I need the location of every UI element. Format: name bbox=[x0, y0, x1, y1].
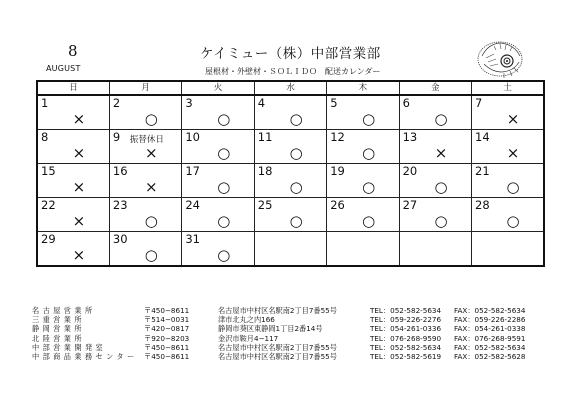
day-number: 16 bbox=[112, 164, 128, 178]
delivery-closed-mark: × bbox=[145, 178, 158, 196]
delivery-open-mark: ○ bbox=[362, 178, 376, 196]
delivery-closed-mark: × bbox=[72, 110, 86, 128]
page-title: ケイミュー（株）中部営業部 bbox=[200, 46, 381, 62]
calendar-week-row bbox=[37, 164, 544, 198]
office-name: 北陸営業所 bbox=[32, 333, 85, 343]
weekday-fri: 金 bbox=[399, 81, 471, 95]
office-name: 名古屋営業所 bbox=[32, 306, 96, 315]
calendar-day-cell bbox=[254, 164, 326, 198]
day-number: 9 bbox=[112, 130, 121, 144]
office-fax: FAX：076-268-9591 bbox=[454, 333, 526, 343]
calendar-day-cell bbox=[254, 95, 326, 130]
office-zip: 〒450−8611 bbox=[144, 306, 190, 315]
calendar-day-cell bbox=[109, 164, 181, 198]
calendar-day-cell bbox=[472, 164, 544, 198]
office-directory bbox=[32, 306, 552, 361]
day-number: 6 bbox=[402, 96, 410, 110]
day-number: 3 bbox=[185, 96, 193, 110]
calendar-week-row bbox=[37, 95, 544, 130]
office-address: 津市北丸之内166 bbox=[218, 315, 275, 325]
delivery-open-mark: ○ bbox=[289, 110, 303, 128]
calendar-day-cell bbox=[472, 198, 544, 232]
office-tel: TEL：052-582-5634 bbox=[370, 342, 442, 352]
office-fax: FAX：052-582-5634 bbox=[454, 342, 526, 352]
delivery-closed-mark: × bbox=[72, 212, 86, 230]
delivery-open-mark: ○ bbox=[434, 178, 448, 196]
calendar-day-cell bbox=[182, 95, 254, 130]
delivery-open-mark: ○ bbox=[289, 212, 303, 230]
office-fax: FAX：054-261-0338 bbox=[454, 324, 526, 334]
office-address: 静岡市葵区東静岡1丁目2番14号 bbox=[218, 324, 323, 334]
calendar-day-cell bbox=[37, 198, 109, 232]
calendar-empty-cell bbox=[327, 232, 399, 267]
delivery-open-mark: ○ bbox=[289, 144, 303, 162]
day-number: 14 bbox=[475, 130, 490, 144]
delivery-open-mark: ○ bbox=[217, 144, 231, 162]
day-number: 22 bbox=[41, 198, 56, 212]
calendar-day-cell bbox=[327, 130, 399, 164]
calendar-day-cell bbox=[399, 164, 471, 198]
calendar-day-cell bbox=[182, 164, 254, 198]
day-number: 30 bbox=[112, 232, 128, 246]
day-number: 10 bbox=[185, 130, 200, 144]
office-name: 中部営業開発室 bbox=[32, 342, 107, 352]
office-tel: TEL：076-268-9590 bbox=[370, 333, 442, 343]
calendar-week-row bbox=[37, 232, 544, 267]
office-address: 金沢市鞍月4−117 bbox=[218, 333, 279, 343]
delivery-closed-mark: × bbox=[72, 246, 86, 264]
delivery-open-mark: ○ bbox=[217, 178, 231, 196]
calendar-day-cell bbox=[254, 198, 326, 232]
office-row bbox=[32, 343, 552, 352]
day-number: 8 bbox=[41, 130, 49, 144]
weekday-mon: 月 bbox=[109, 81, 181, 95]
calendar-day-cell bbox=[182, 130, 254, 164]
weekday-sun: 日 bbox=[37, 81, 109, 95]
calendar-day-cell bbox=[37, 232, 109, 267]
calendar-week-row bbox=[37, 130, 544, 164]
delivery-closed-mark: × bbox=[506, 110, 520, 128]
day-number: 15 bbox=[41, 164, 56, 178]
delivery-open-mark: ○ bbox=[362, 144, 376, 162]
office-zip: 〒514−0031 bbox=[144, 315, 190, 325]
office-zip: 〒420−0817 bbox=[144, 324, 190, 334]
weekday-wed: 水 bbox=[254, 81, 326, 95]
calendar-day-cell bbox=[182, 232, 254, 267]
delivery-open-mark: ○ bbox=[362, 212, 376, 230]
calendar-day-cell bbox=[399, 95, 471, 130]
day-number: 2 bbox=[112, 96, 121, 110]
delivery-open-mark: ○ bbox=[289, 178, 303, 196]
day-number: 24 bbox=[185, 198, 200, 212]
delivery-calendar bbox=[36, 80, 545, 267]
month-name: AUGUST bbox=[46, 64, 81, 73]
office-address: 名古屋市中村区名駅南2丁目7番55号 bbox=[218, 351, 337, 361]
day-number: 5 bbox=[330, 96, 338, 110]
day-number: 29 bbox=[41, 232, 56, 246]
office-row bbox=[32, 315, 552, 324]
office-name: 中部商品業務センター bbox=[32, 351, 138, 361]
day-number: 19 bbox=[330, 164, 345, 178]
delivery-open-mark: ○ bbox=[144, 110, 158, 128]
day-number: 31 bbox=[185, 232, 200, 246]
calendar-day-cell bbox=[182, 198, 254, 232]
day-number: 26 bbox=[330, 198, 345, 212]
calendar-empty-cell bbox=[472, 232, 544, 267]
calendar-day-cell bbox=[472, 95, 544, 130]
delivery-open-mark: ○ bbox=[217, 246, 231, 264]
delivery-closed-mark: × bbox=[506, 144, 520, 162]
calendar-day-cell bbox=[37, 164, 109, 198]
calendar-day-cell bbox=[327, 95, 399, 130]
calendar-day-cell bbox=[109, 232, 181, 267]
calendar-day-cell bbox=[254, 130, 326, 164]
office-zip: 〒450−8611 bbox=[144, 351, 190, 361]
day-note: 振替休日 bbox=[129, 135, 164, 145]
office-tel: TEL：059-226-2276 bbox=[370, 315, 442, 325]
calendar-day-cell bbox=[37, 95, 109, 130]
calendar-day-cell bbox=[399, 130, 471, 164]
office-tel: TEL：052-582-5619 bbox=[370, 351, 442, 361]
delivery-open-mark: ○ bbox=[144, 212, 158, 230]
calendar-day-cell bbox=[327, 164, 399, 198]
page-subtitle: 屋根材・外壁材・ＳＯＬＩＤＯ 配送カレンダー bbox=[205, 67, 381, 76]
day-number: 11 bbox=[257, 130, 273, 144]
office-row bbox=[32, 334, 552, 343]
delivery-closed-mark: × bbox=[72, 178, 86, 196]
day-number: 18 bbox=[257, 164, 273, 178]
delivery-open-mark: ○ bbox=[217, 110, 231, 128]
delivery-open-mark: ○ bbox=[217, 212, 231, 230]
office-fax: FAX：052-582-5634 bbox=[454, 306, 526, 315]
office-address: 名古屋市中村区名駅南2丁目7番55号 bbox=[218, 306, 337, 315]
delivery-closed-mark: × bbox=[434, 144, 448, 162]
office-fax: FAX：059-226-2286 bbox=[454, 315, 526, 325]
day-number: 25 bbox=[257, 198, 273, 212]
calendar-day-cell bbox=[37, 130, 109, 164]
weekday-tue: 火 bbox=[182, 81, 254, 95]
office-tel: TEL：054-261-0336 bbox=[370, 324, 442, 334]
office-zip: 〒450−8611 bbox=[144, 342, 190, 352]
office-fax: FAX：052-582-5628 bbox=[454, 351, 526, 361]
calendar-empty-cell bbox=[254, 232, 326, 267]
calendar-day-cell bbox=[399, 198, 471, 232]
month-number: 8 bbox=[68, 42, 78, 60]
calendar-day-cell bbox=[109, 130, 181, 164]
calendar-empty-cell bbox=[399, 232, 471, 267]
delivery-open-mark: ○ bbox=[434, 110, 448, 128]
office-tel: TEL：052-582-5634 bbox=[370, 306, 442, 315]
office-name: 静岡営業所 bbox=[32, 324, 85, 334]
day-number: 7 bbox=[475, 96, 483, 110]
delivery-open-mark: ○ bbox=[362, 110, 376, 128]
day-number: 20 bbox=[402, 164, 418, 178]
delivery-open-mark: ○ bbox=[144, 246, 158, 264]
company-logo-icon bbox=[474, 34, 526, 82]
day-number: 28 bbox=[475, 198, 490, 212]
day-number: 4 bbox=[257, 96, 266, 110]
delivery-closed-mark: × bbox=[145, 144, 158, 162]
office-name: 三重営業所 bbox=[32, 315, 85, 325]
weekday-header-row bbox=[37, 81, 544, 95]
calendar-day-cell bbox=[109, 95, 181, 130]
day-number: 1 bbox=[41, 96, 49, 110]
office-row bbox=[32, 306, 552, 315]
office-address: 名古屋市中村区名駅南2丁目7番55号 bbox=[218, 342, 337, 352]
office-zip: 〒920−8203 bbox=[144, 333, 190, 343]
day-number: 13 bbox=[402, 130, 418, 144]
day-number: 17 bbox=[185, 164, 200, 178]
delivery-closed-mark: × bbox=[72, 144, 86, 162]
weekday-thu: 木 bbox=[327, 81, 399, 95]
calendar-day-cell bbox=[109, 198, 181, 232]
office-row bbox=[32, 324, 552, 333]
day-number: 27 bbox=[402, 198, 418, 212]
day-number: 12 bbox=[330, 130, 345, 144]
calendar-day-cell bbox=[327, 198, 399, 232]
day-number: 21 bbox=[475, 164, 490, 178]
weekday-sat: 土 bbox=[472, 81, 544, 95]
day-number: 23 bbox=[112, 198, 128, 212]
delivery-open-mark: ○ bbox=[434, 212, 448, 230]
calendar-week-row bbox=[37, 198, 544, 232]
delivery-open-mark: ○ bbox=[506, 178, 520, 196]
office-row bbox=[32, 352, 552, 361]
delivery-open-mark: ○ bbox=[506, 212, 520, 230]
calendar-day-cell bbox=[472, 130, 544, 164]
